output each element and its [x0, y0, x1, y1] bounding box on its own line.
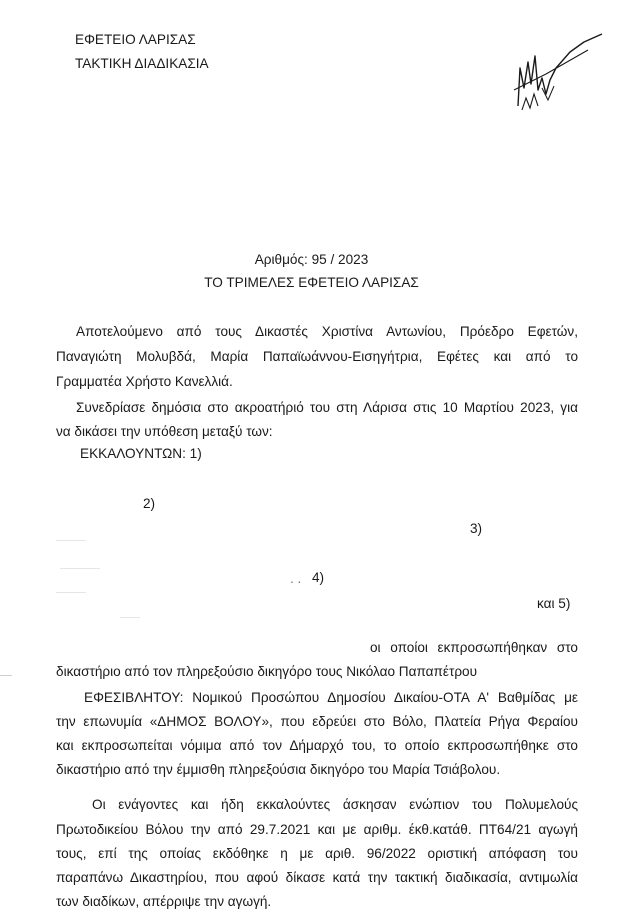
composition-line-1: Αποτελούμενο από τους Δικαστές Χριστίνα Αντωνίου, Πρόεδρο Εφετών, [76, 324, 578, 339]
appellant-number-3: 3) [470, 521, 483, 536]
court-name-title: ΤΟ ΤΡΙΜΕΛΕΣ ΕΦΕΤΕΙΟ ΛΑΡΙΣΑΣ [204, 275, 419, 290]
history-line-5: των διαδίκων, απέρριψε την αγωγή. [56, 894, 272, 909]
handwritten-signature-icon [498, 28, 608, 121]
composition-line-3: Γραμματέα Χρήστο Κανελλιά. [56, 374, 233, 389]
redaction-mark [60, 568, 100, 569]
redaction-mark [120, 617, 140, 618]
representation-line-1: οι οποίοι εκπροσωπήθηκαν στο [370, 640, 578, 655]
appellant-number-2: 2) [143, 496, 156, 511]
representation-line-2: δικαστήριο από τον πληρεξούσιο δικηγόρο τους Νικόλαο Παπαπέτρου [56, 664, 478, 679]
redaction-mark [56, 540, 86, 541]
respondent-line-3: και εκπροσωπείται νόμιμα από τον Δήμαρχό του, το οποίο εκπροσωπήθηκε στο [56, 738, 578, 753]
court-header: ΕΦΕΤΕΙΟ ΛΑΡΙΣΑΣ [75, 32, 196, 47]
appellant-number-5: και 5) [537, 596, 571, 611]
decision-number: Αριθμός: 95 / 2023 [254, 252, 369, 267]
session-line-2: να δικάσει την υπόθεση μεταξύ των: [56, 424, 273, 439]
redaction-mark [56, 592, 86, 593]
history-line-1: Οι ενάγοντες και ήδη εκκαλούντες άσκησαν ενώπιον του Πολυμελούς [92, 797, 578, 812]
history-line-3: τους, επί της οποίας εκδόθηκε η με αριθ. 96/2022 οριστική απόφαση του [56, 846, 578, 861]
margin-mark [0, 675, 12, 676]
redaction-dots: . . [290, 571, 302, 586]
session-line-1: Συνεδρίασε δημόσια στο ακροατήριό του στη Λάρισα στις 10 Μαρτίου 2023, για [76, 400, 578, 415]
procedure-header: ΤΑΚΤΙΚΗ ΔΙΑΔΙΚΑΣΙΑ [75, 56, 209, 71]
respondent-line-4: δικαστήριο από την έμμισθη πληρεξούσια δικηγόρο του Μαρία Τσιάβολου. [56, 762, 501, 777]
history-line-2: Πρωτοδικείου Βόλου την από 29.7.2021 και με αριθμ. έκθ.κατάθ. ΠΤ64/21 αγωγή [56, 822, 578, 837]
composition-line-2: Παναγιώτη Μολυβδά, Μαρία Παπαϊωάννου-Εισηγήτρια, Εφέτες και από το [56, 349, 578, 364]
appellant-number-4: 4) [312, 570, 325, 585]
respondent-line-2: την επωνυμία «ΔΗΜΟΣ ΒΟΛΟΥ», που εδρεύει στο Βόλο, Πλατεία Ρήγα Φεραίου [56, 714, 578, 729]
appellants-label: ΕΚΚΑΛΟΥΝΤΩΝ: 1) [80, 446, 202, 461]
history-line-4: παραπάνω Δικαστηρίου, που αφού δίκασε κατά την τακτική διαδικασία, αντιμωλία [56, 870, 578, 885]
respondent-line-1: ΕΦΕΣΙΒΛΗΤΟΥ: Νομικού Προσώπου Δημοσίου Δικαίου-ΟΤΑ Α' Βαθμίδας με [84, 690, 578, 705]
